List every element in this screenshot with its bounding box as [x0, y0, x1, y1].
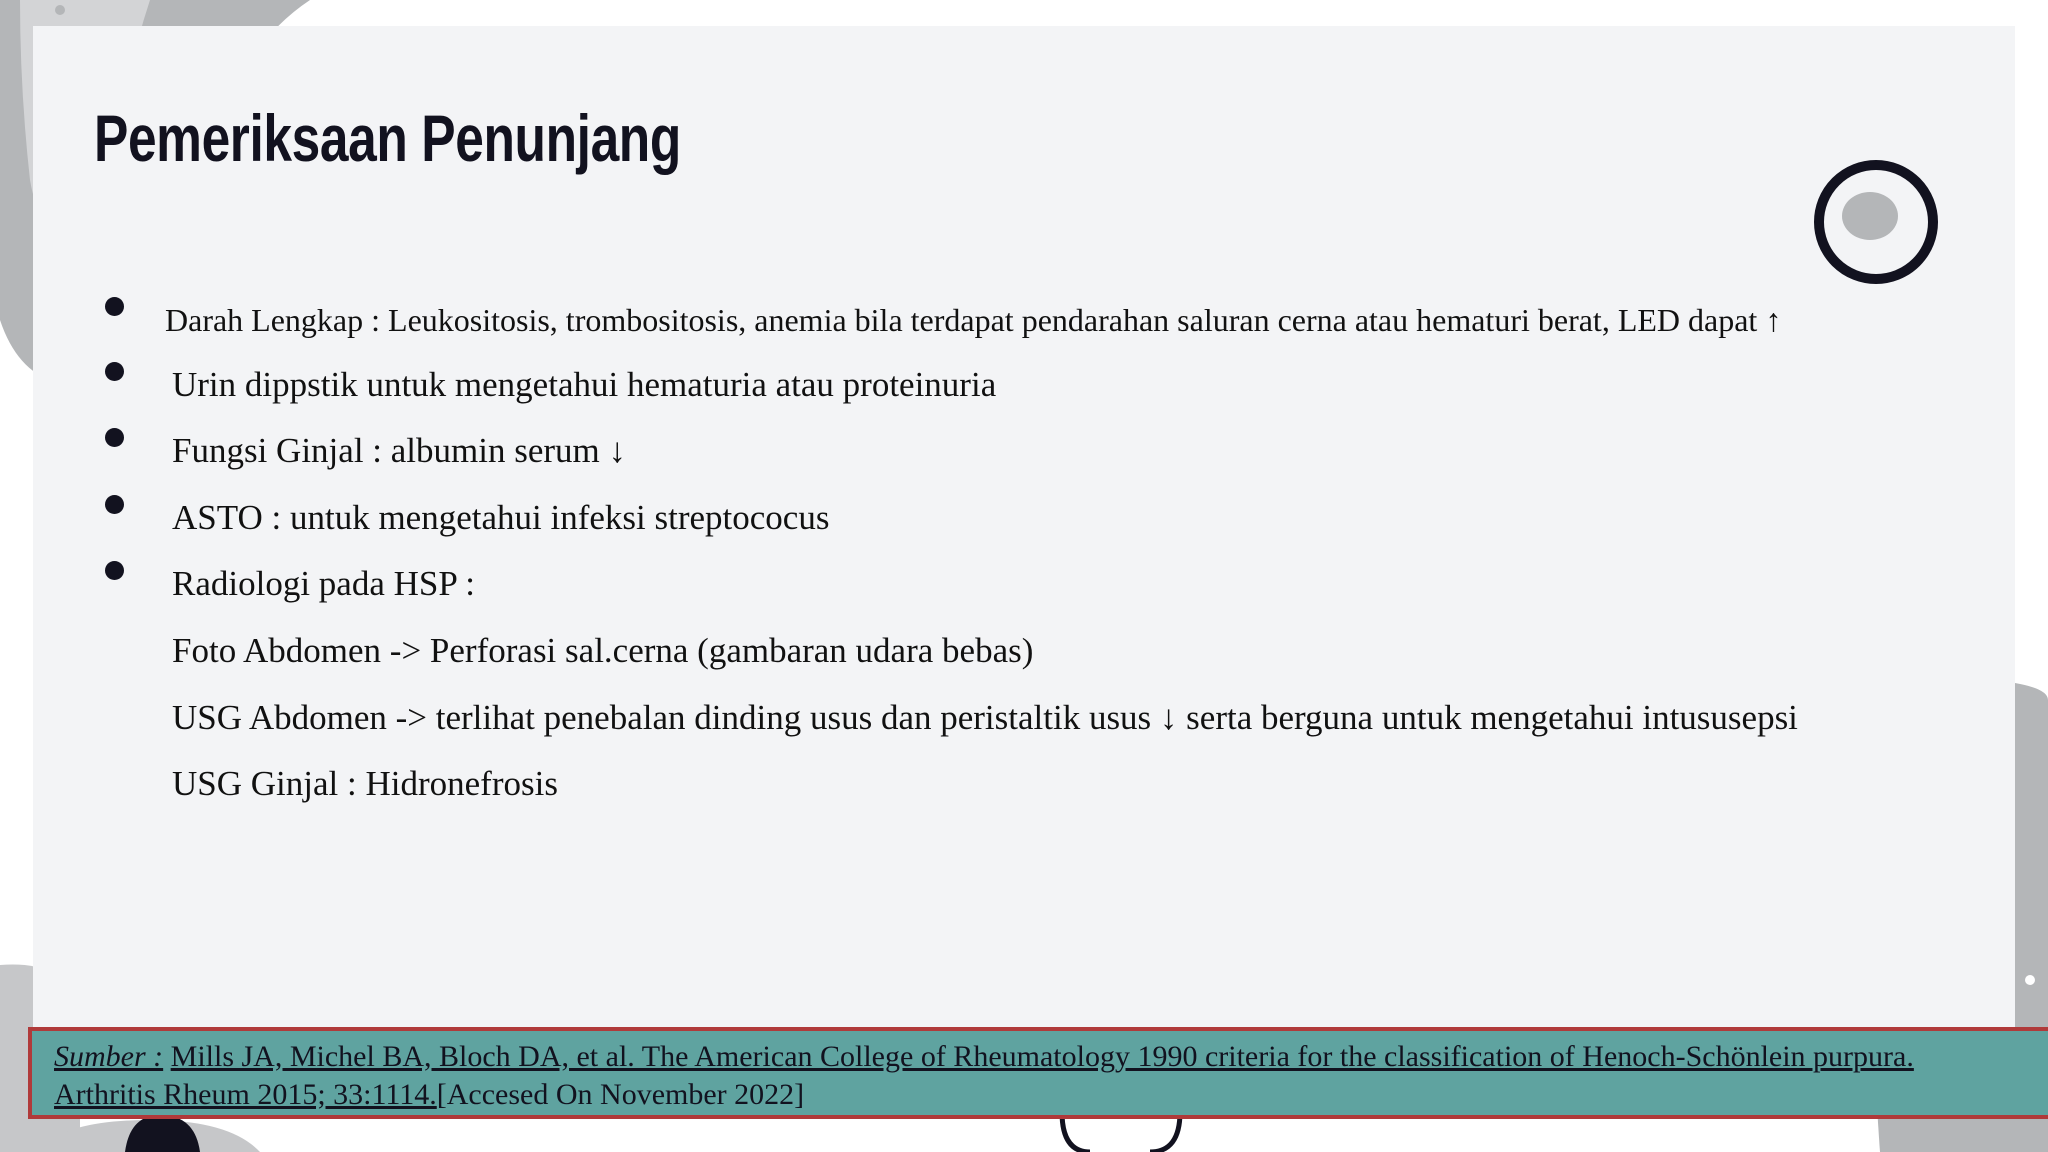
bullet-icon: [105, 428, 124, 447]
bullet-icon: [105, 362, 124, 381]
citation-link-2[interactable]: Arthritis Rheum 2015; 33:1114.: [54, 1078, 437, 1111]
list-item: Urin dippstik untuk mengetahui hematuria atau proteinuria: [172, 365, 997, 404]
list-item: ASTO : untuk mengetahui infeksi streptococus: [172, 498, 830, 537]
bullet-icon: [105, 297, 124, 316]
list-item: Fungsi Ginjal : albumin serum ↓: [172, 431, 627, 470]
sub-line: USG Abdomen -> terlihat penebalan dinding usus dan peristaltik usus ↓ serta berguna untuk mengetahui intususepsi: [172, 698, 1798, 737]
list-item: Darah Lengkap : Leukositosis, trombositosis, anemia bila terdapat pendarahan saluran cerna atau hematuri berat, LED dapat ↑: [165, 302, 1782, 338]
source-footer: [28, 1027, 2048, 1119]
bullet-icon: [105, 495, 124, 514]
source-label: Sumber :: [54, 1040, 164, 1073]
accessed-date: [Accesed On November 2022]: [436, 1078, 805, 1111]
page-title: Pemeriksaan Penunjang: [94, 101, 681, 175]
list-item: Radiologi pada HSP :: [172, 564, 476, 603]
bullet-icon: [105, 561, 124, 580]
sub-line: USG Ginjal : Hidronefrosis: [172, 764, 558, 803]
sub-line: Foto Abdomen -> Perforasi sal.cerna (gambaran udara bebas): [172, 631, 1034, 670]
citation-link[interactable]: Mills JA, Michel BA, Bloch DA, et al. The American College of Rheumatology 1990 criteria for the classification of Henoch-Schönlein purpura.: [170, 1040, 1914, 1073]
